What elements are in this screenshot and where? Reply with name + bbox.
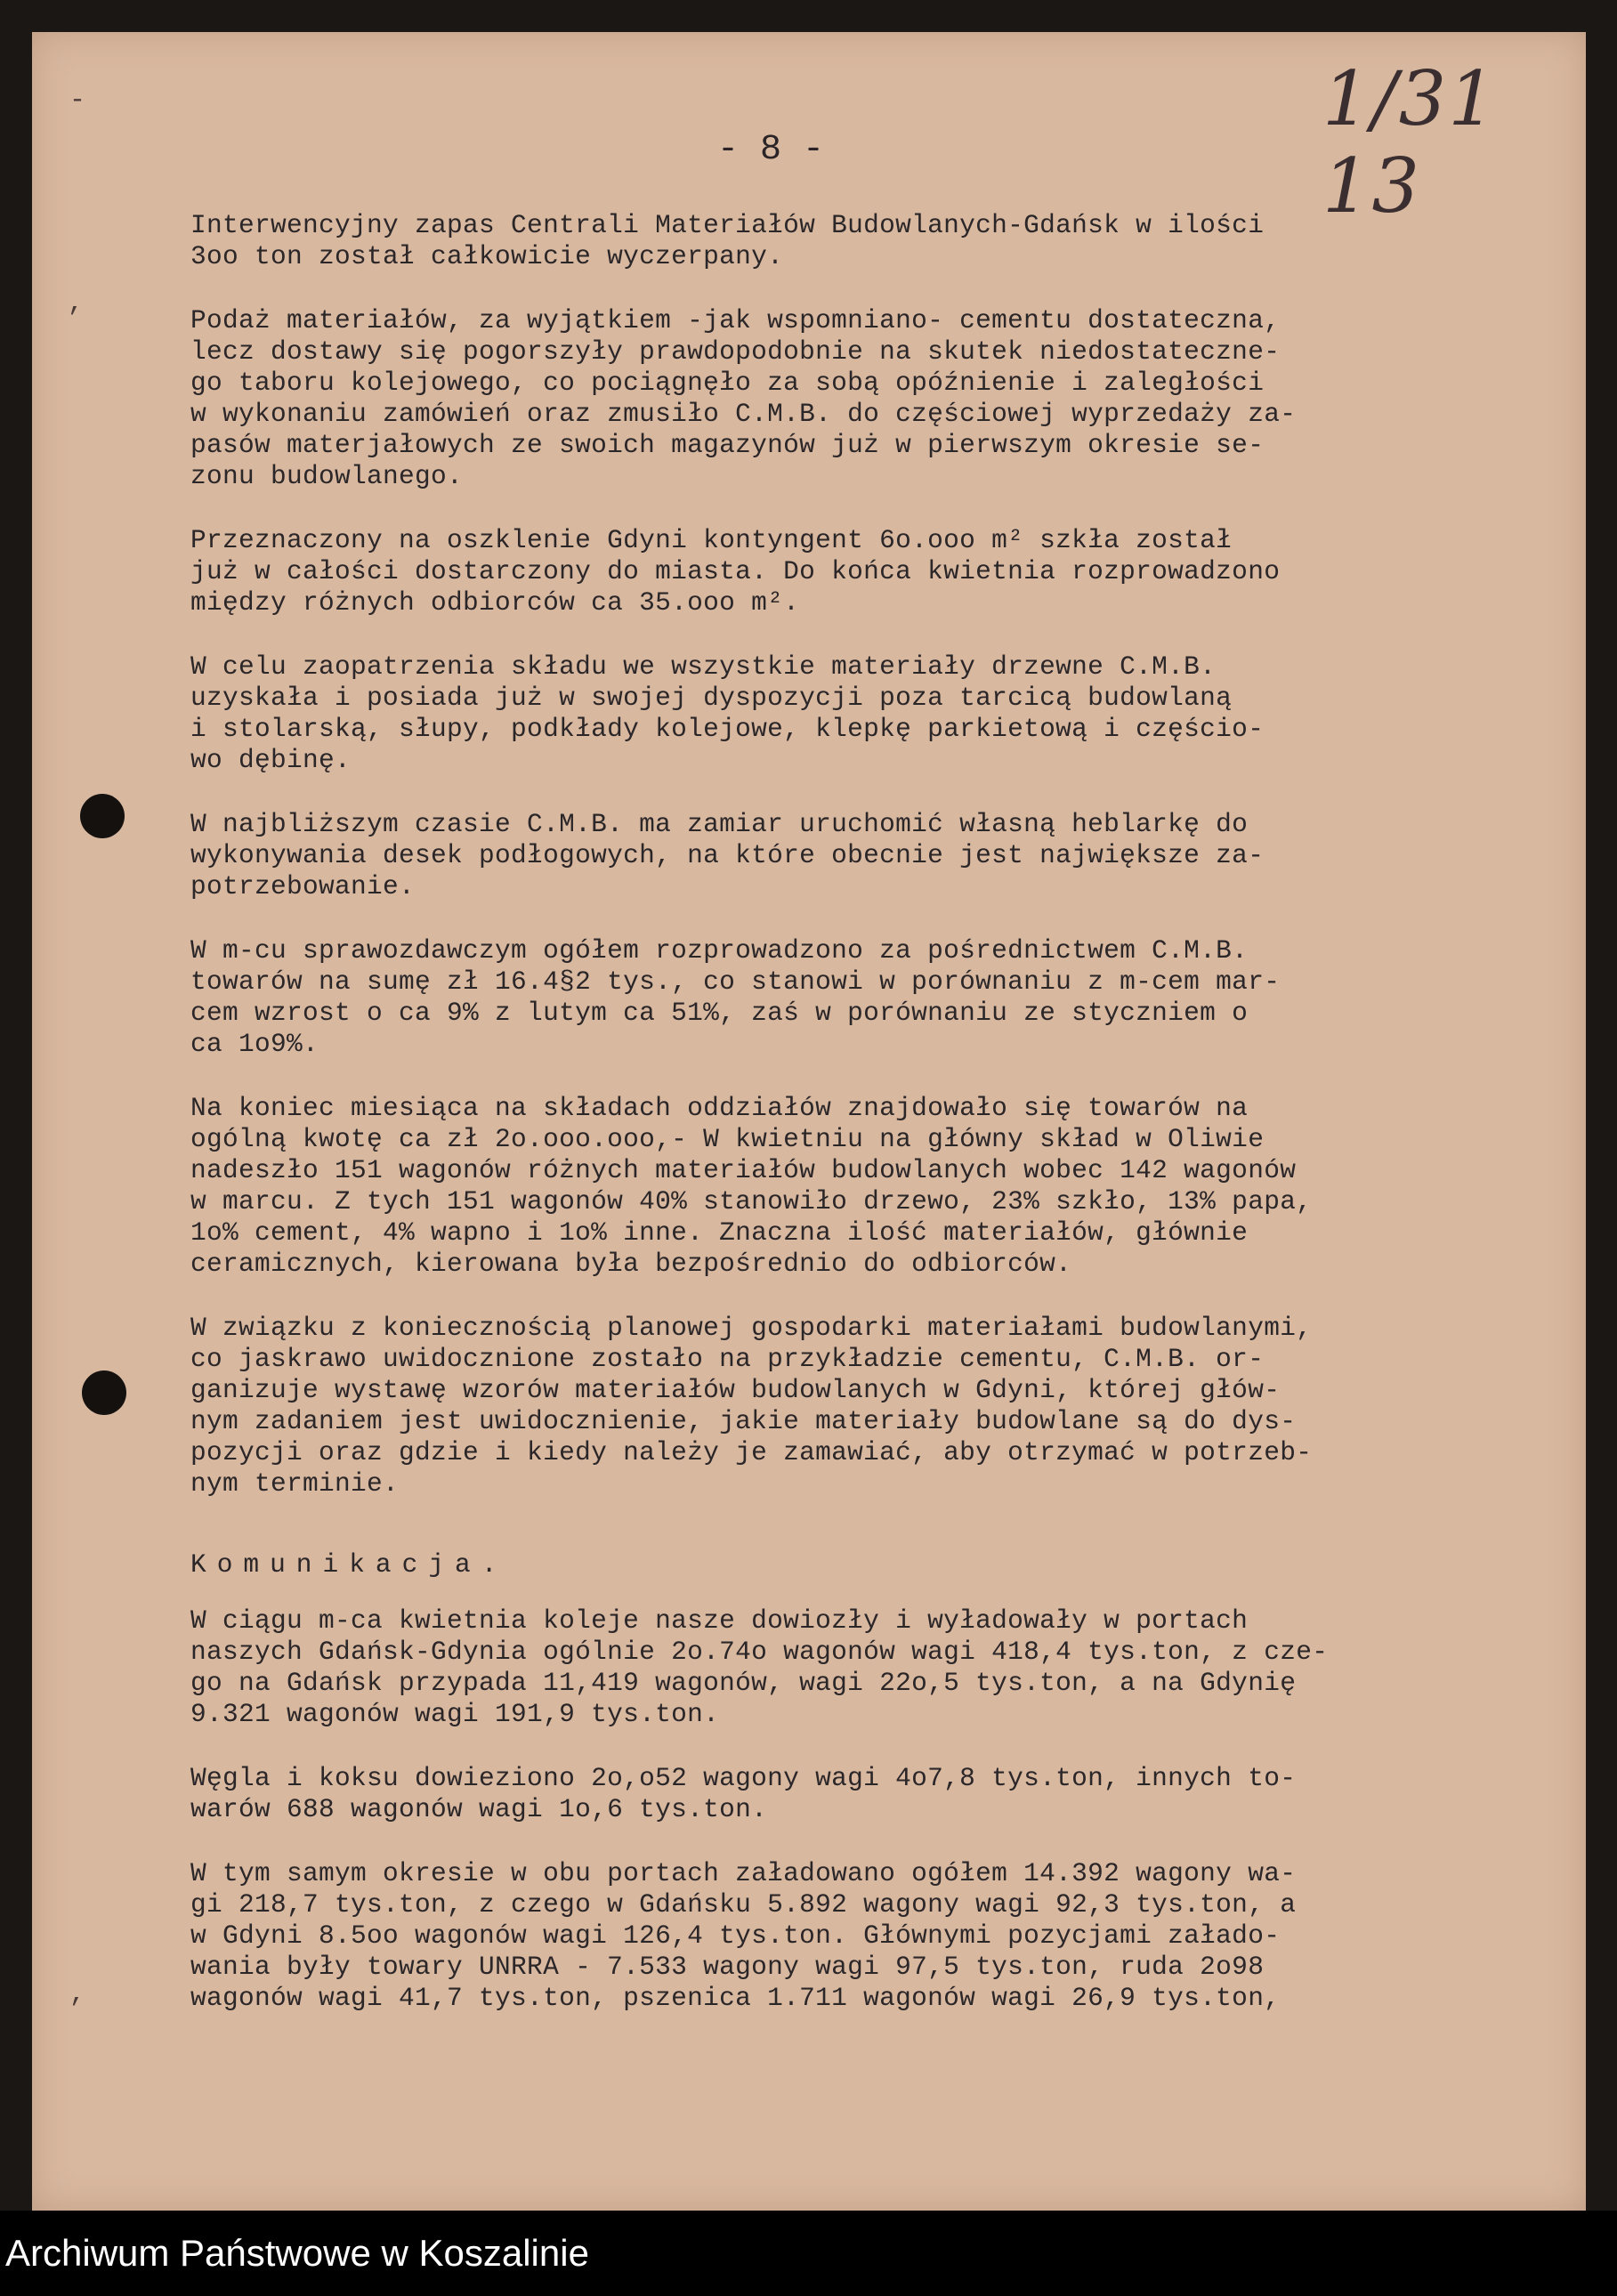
- margin-mark: ,: [69, 1979, 86, 2009]
- paragraph: Węgla i koksu dowieziono 2o,o52 wagony wagi 4o7,8 tys.ton, innych to- warów 688 wagonów wagi 1o,6 tys.ton.: [190, 1763, 1297, 1824]
- punch-hole-top: [80, 794, 125, 838]
- paragraph: Interwencyjny zapas Centrali Materiałów Budowlanych-Gdańsk w ilości 3oo ton został całkowicie wyczerpany.: [190, 210, 1265, 271]
- page-number: - 8 -: [717, 130, 825, 170]
- typed-text-body: [190, 210, 1552, 2047]
- archive-name: Archiwum Państwowe w Koszalinie: [5, 2232, 589, 2274]
- paragraph: W związku z koniecznością planowej gospodarki materiałami budowlanymi, co jaskrawo uwidocznione zostało na przykładzie cementu, C.M.B. or- ganizuje wystawę wzorów materiałów budowlanych w Gdyni, której głów- nym zadaniem jest uwidocznienie, jakie materiały budowlane są do dys- pozycji oraz gdzie i kiedy należy je zamawiać, aby otrzymać w potrzeb- nym terminie.: [190, 1313, 1313, 1499]
- paragraph: W ciągu m-ca kwietnia koleje nasze dowiozły i wyładowały w portach naszych Gdańsk-Gdynia ogólnie 2o.74o wagonów wagi 418,4 tys.ton, z cze- go na Gdańsk przypada 11,419 wagonów, wagi 22o,5 tys.ton, a na Gdynię 9.321 wagonów wagi 191,9 tys.ton.: [190, 1605, 1329, 1729]
- paragraph: W tym samym okresie w obu portach załadowano ogółem 14.392 wagony wa- gi 218,7 tys.ton, z czego w Gdańsku 5.892 wagony wagi 92,3 tys.ton, a w Gdyni 8.5oo wagonów wagi 126,4 tys.ton. Głównymi pozycjami załado- wania były towary UNRRA - 7.533 wagony wagi 97,5 tys.ton, ruda 2o98 wagonów wagi 41,7 tys.ton, pszenica 1.711 wagonów wagi 26,9 tys.ton,: [190, 1858, 1297, 2013]
- archive-footer-bar: [0, 2211, 1617, 2296]
- document-page: [32, 32, 1586, 2211]
- section-title: Komunikacja.: [190, 1549, 508, 1580]
- paragraph: Przeznaczony na oszklenie Gdyni kontyngent 6o.ooo m² szkła został już w całości dostarczony do miasta. Do końca kwietnia rozprowadzono między różnych odbiorców ca 35.ooo m².: [190, 525, 1281, 618]
- archive-signature-mark: 1/31 13: [1322, 55, 1498, 230]
- punch-hole-bottom: [82, 1370, 126, 1415]
- paragraph: W m-cu sprawozdawczym ogółem rozprowadzono za pośrednictwem C.M.B. towarów na sumę zł 16.4§2 tys., co stanowi w porównaniu z m-cem mar- cem wzrost o ca 9% z lutym ca 51%, zaś w porównaniu ze styczniem o ca 1o9%.: [190, 935, 1281, 1059]
- paragraph: W celu zaopatrzenia składu we wszystkie materiały drzewne C.M.B. uzyskała i posiada już w swojej dyspozycji poza tarcicą budowlaną i stolarską, słupy, podkłady kolejowe, klepkę parkietową i częścio- wo dębinę.: [190, 651, 1265, 775]
- margin-mark: -: [69, 85, 86, 116]
- paragraph: W najbliższym czasie C.M.B. ma zamiar uruchomić własną heblarkę do wykonywania desek podłogowych, na które obecnie jest największe za- potrzebowanie.: [190, 809, 1265, 901]
- margin-mark: ,: [68, 288, 85, 319]
- paragraph: Na koniec miesiąca na składach oddziałów znajdowało się towarów na ogólną kwotę ca zł 2o.ooo.ooo,- W kwietniu na główny skład w Oliwie nadeszło 151 wagonów różnych materiałów budowlanych wobec 142 wagonów w marcu. Z tych 151 wagonów 40% stanowiło drzewo, 23% szkło, 13% papa, 1o% cement, 4% wapno i 1o% inne. Znaczna ilość materiałów, głównie ceramicznych, kierowana była bezpośrednio do odbiorców.: [190, 1093, 1313, 1279]
- paragraph: Podaż materiałów, za wyjątkiem -jak wspomniano- cementu dostateczna, lecz dostawy się pogorszyły prawdopodobnie na skutek niedostateczne- go taboru kolejowego, co pociągnęło za sobą opóźnienie i zaległości w wykonaniu zamówień oraz zmusiło C.M.B. do częściowej wyprzedaży za- pasów materjałowych ze swoich magazynów już w pierwszym okresie se- zonu budowlanego.: [190, 305, 1297, 491]
